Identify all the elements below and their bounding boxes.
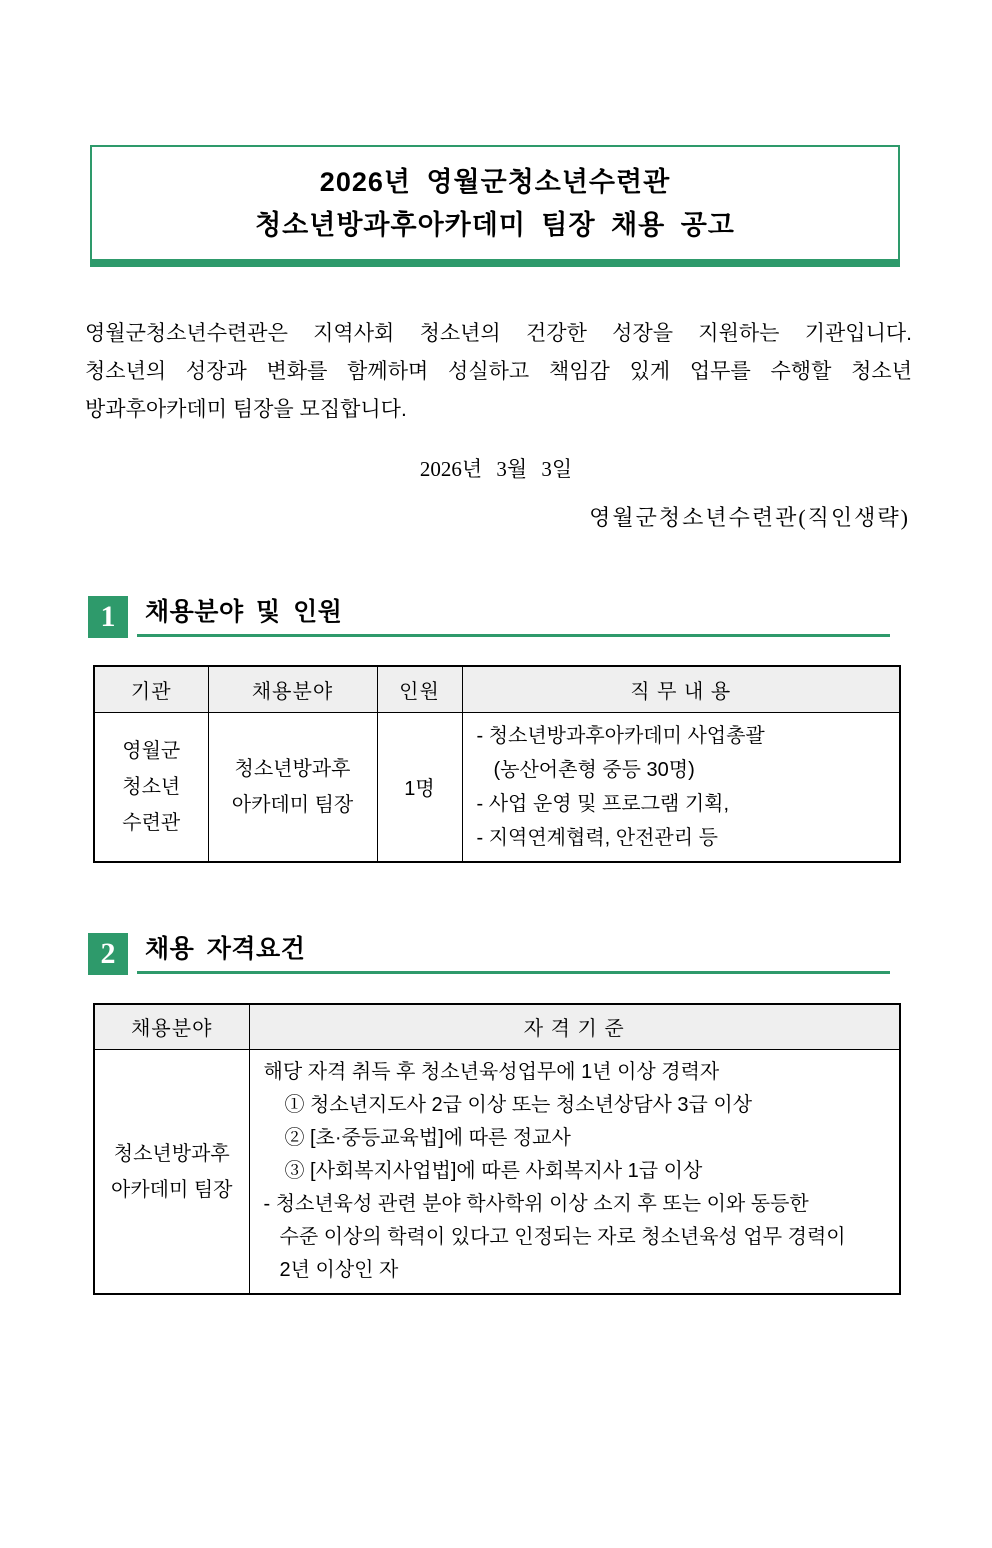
title-line-2: 청소년방과후아카데미 팀장 채용 공고 [255, 210, 735, 240]
issuer-name: 영월군청소년수련관(직인생략) [589, 505, 910, 530]
qualification-table [93, 1003, 901, 1296]
section-2-underline [137, 933, 890, 974]
title-line-1: 2026년 영월군청소년수련관 [319, 167, 671, 197]
section-1-underline [137, 596, 890, 637]
recruitment-table [93, 665, 901, 863]
column-header-field2: 채용분야 [94, 1004, 249, 1050]
announcement-date: 2026년 3월 3일 [419, 457, 573, 481]
column-header-org: 기관 [94, 666, 208, 712]
org-cell: 영월군 청소년 수련관 [94, 712, 208, 862]
criteria-cell: 해당 자격 취득 후 청소년육성업무에 1년 이상 경력자 ① 청소년지도사 2급 이상 또는 청소년상담사 3급 이상 ② [초·중등교육법]에 따른 정교사 ③ [사회복지사업법]에 따른 사회복지사 1급 이상 - 청소년육성 관련 분야 학사학위 이상 소지 후 또는 이와 동등한 수준 이상의 학력이 있다고 인정되는 자로 청소년육성 업무 경력이 2년 이상인 자 [249, 1050, 900, 1295]
qualification-table-row [94, 1050, 900, 1295]
document-page [0, 145, 992, 1548]
count-cell: 1명 [377, 712, 462, 862]
section-2-number-badge: 2 [88, 933, 128, 975]
announcement-title-box [90, 145, 900, 267]
section-2-title: 채용 자격요건 [145, 934, 306, 963]
recruitment-table-row [94, 712, 900, 862]
intro-line: 방과후아카데미 팀장을 모집합니다. [85, 398, 407, 421]
intro-line: 영월군청소년수련관은 지역사회 청소년의 건강한 성장을 지원하는 기관입니다. [85, 322, 912, 345]
section-1-header [88, 596, 890, 638]
column-header-criteria: 자 격 기 준 [249, 1004, 900, 1050]
section-1-title: 채용분야 및 인원 [145, 598, 343, 626]
field-cell: 청소년방과후 아카데미 팀장 [208, 712, 377, 862]
duty-cell: - 청소년방과후아카데미 사업총괄 (농산어촌형 중등 30명) - 사업 운영 및 프로그램 기획, - 지역연계협력, 안전관리 등 [462, 712, 900, 862]
recruitment-table-header-row [94, 666, 900, 712]
field-cell-2: 청소년방과후 아카데미 팀장 [94, 1050, 249, 1295]
section-1-number-badge: 1 [88, 596, 128, 638]
intro-line: 청소년의 성장과 변화를 함께하며 성실하고 책임감 있게 업무를 수행할 청소년 [85, 360, 912, 383]
qualification-table-header-row [94, 1004, 900, 1050]
intro-paragraph [85, 315, 912, 429]
column-header-count: 인원 [377, 666, 462, 712]
section-2-header [88, 933, 890, 975]
column-header-duty: 직 무 내 용 [462, 666, 900, 712]
column-header-field: 채용분야 [208, 666, 377, 712]
